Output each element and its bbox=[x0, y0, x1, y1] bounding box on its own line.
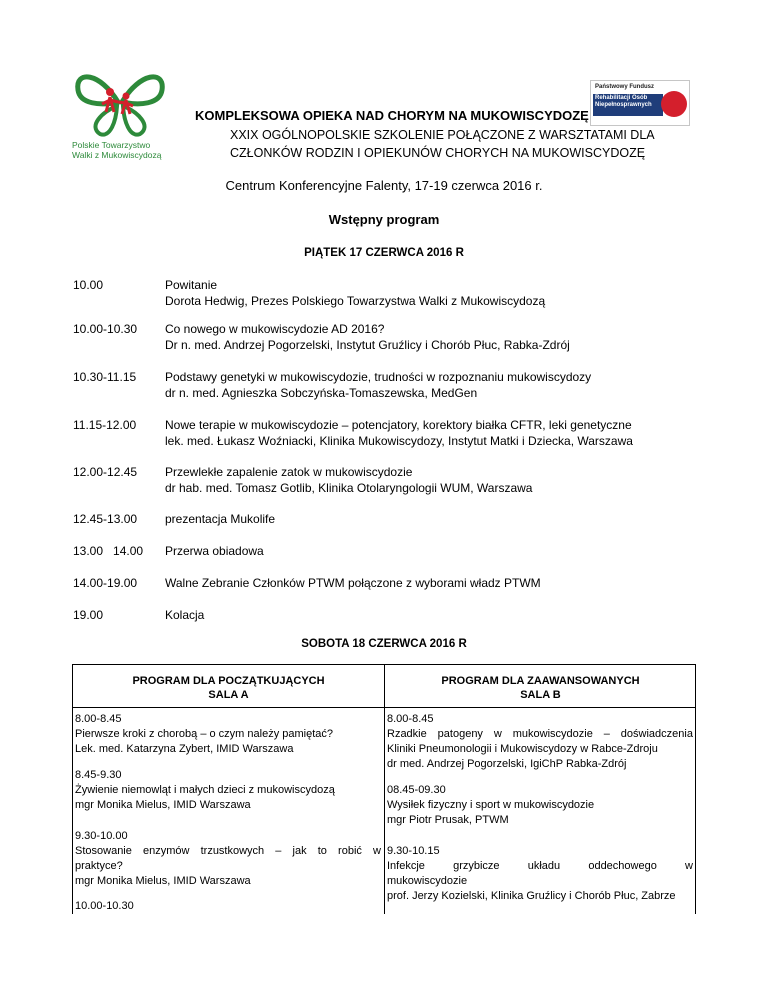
session-time: 8.45-9.30 bbox=[75, 769, 122, 781]
session-topic-cont: praktyce? bbox=[75, 860, 123, 872]
row-time: 12.45-13.00 bbox=[73, 512, 138, 526]
topic-word: Rzadkie bbox=[387, 728, 427, 740]
row-time: 11.15-12.00 bbox=[73, 418, 137, 432]
row-topic: Przerwa obiadowa bbox=[165, 544, 264, 558]
session-topic: Żywienie niemowląt i małych dzieci z mukowiscydozą bbox=[75, 784, 335, 796]
row-time: 10.00-10.30 bbox=[73, 322, 138, 336]
column-a-title: PROGRAM DLA POCZĄTKUJĄCYCH bbox=[132, 675, 325, 687]
pfron-band-line2: Niepełnosprawnych bbox=[595, 102, 652, 108]
session-topic-cont: Kliniki Pneumonologii i Mukowiscydozy w Rabce-Zdroju bbox=[387, 743, 658, 755]
row-speaker: Dorota Hedwig, Prezes Polskiego Towarzystwa Walki z Mukowiscydozą bbox=[165, 294, 546, 308]
row-time: 10.30-11.15 bbox=[73, 370, 137, 384]
row-topic: Co nowego w mukowiscydozie AD 2016? bbox=[165, 322, 385, 336]
row-topic: prezentacja Mukolife bbox=[165, 512, 276, 526]
column-a-header bbox=[73, 674, 384, 702]
saturday-program-table bbox=[72, 664, 696, 914]
logo-org-line1: Polskie Towarzystwo bbox=[72, 140, 151, 150]
session-time: 9.30-10.00 bbox=[75, 830, 128, 842]
pfron-line1: Państwowy Fundusz bbox=[595, 84, 655, 90]
row-topic: Walne Zebranie Członków PTWM połączone z wyborami władz PTWM bbox=[165, 576, 541, 590]
session-a4 bbox=[75, 899, 381, 914]
topic-word: patogeny bbox=[437, 728, 483, 740]
topic-word: – bbox=[603, 728, 610, 740]
session-topic-cont: mukowiscydozie bbox=[387, 875, 468, 887]
topic-word: układu bbox=[527, 860, 561, 872]
row-topic: Kolacja bbox=[165, 608, 205, 622]
row-speaker: Dr n. med. Andrzej Pogorzelski, Instytut Gruźlicy i Chorób Płuc, Rabka-Zdrój bbox=[165, 338, 570, 352]
document-subtitle-line1: XXIX OGÓLNOPOLSKIE SZKOLENIE POŁĄCZONE Z WARSZTATAMI DLA bbox=[230, 128, 655, 142]
topic-word: doświadczenia bbox=[620, 728, 693, 740]
session-speaker: dr med. Andrzej Pogorzelski, IgiChP Rabka-Zdrój bbox=[387, 758, 627, 770]
row-time: 13.00 14.00 bbox=[73, 544, 144, 558]
session-speaker: prof. Jerzy Kozielski, Klinika Gruźlicy i Chorób Płuc, Zabrze bbox=[387, 890, 676, 902]
session-b1 bbox=[387, 712, 693, 772]
topic-word: – bbox=[275, 845, 282, 857]
pfron-circle-icon bbox=[661, 91, 687, 117]
ptwm-logo bbox=[60, 62, 180, 162]
pfron-logo bbox=[590, 80, 690, 126]
venue-line: Centrum Konferencyjne Falenty, 17-19 czerwca 2016 r. bbox=[225, 178, 543, 193]
topic-word: w bbox=[373, 845, 381, 857]
session-time: 9.30-10.15 bbox=[387, 845, 440, 857]
topic-word: jak bbox=[292, 845, 307, 857]
session-speaker: mgr Piotr Prusak, PTWM bbox=[387, 814, 509, 826]
row-topic: Przewlekłe zapalenie zatok w mukowiscydozie bbox=[165, 465, 413, 479]
topic-word: robić bbox=[338, 845, 362, 857]
topic-word: enzymów bbox=[143, 845, 190, 857]
row-time: 19.00 bbox=[73, 608, 104, 622]
program-heading: Wstępny program bbox=[328, 212, 440, 227]
topic-word: w bbox=[685, 860, 693, 872]
pfron-band-line1: Rehabilitacji Osób bbox=[595, 95, 648, 101]
row-topic: Nowe terapie w mukowiscydozie – potencjatory, korektory białka CFTR, leki genetyczne bbox=[165, 418, 632, 432]
session-time: 8.00-8.45 bbox=[387, 713, 434, 725]
session-time: 10.00-10.30 bbox=[75, 900, 134, 912]
friday-heading: PIĄTEK 17 CZERWCA 2016 R bbox=[304, 247, 464, 259]
session-a1 bbox=[75, 712, 381, 757]
session-topic-justified bbox=[387, 859, 693, 874]
session-b3 bbox=[387, 844, 693, 904]
session-topic-justified bbox=[387, 727, 693, 742]
session-time: 08.45-09.30 bbox=[387, 784, 446, 796]
column-a-room: SALA A bbox=[208, 689, 249, 701]
row-speaker: dr hab. med. Tomasz Gotlib, Klinika Otolaryngologii WUM, Warszawa bbox=[165, 481, 533, 495]
session-a2 bbox=[75, 768, 381, 813]
topic-word: trzustkowych bbox=[200, 845, 265, 857]
pfron-band bbox=[593, 94, 663, 116]
session-speaker: mgr Monika Mielus, IMID Warszawa bbox=[75, 799, 251, 811]
row-speaker: dr n. med. Agnieszka Sobczyńska-Tomaszewska, MedGen bbox=[165, 386, 478, 400]
row-speaker: lek. med. Łukasz Woźniacki, Klinika Mukowiscydozy, Instytut Matki i Dziecka, Warszawa bbox=[165, 434, 633, 448]
topic-word: oddechowego bbox=[588, 860, 657, 872]
document-subtitle-line2: CZŁONKÓW RODZIN I OPIEKUNÓW CHORYCH NA MUKOWISCYDOZĘ bbox=[230, 146, 646, 160]
document-title: KOMPLEKSOWA OPIEKA NAD CHORYM NA MUKOWISCYDOZĘ bbox=[195, 108, 589, 123]
row-topic: Podstawy genetyki w mukowiscydozie, trudności w rozpoznaniu mukowiscydozy bbox=[165, 370, 592, 384]
logo-org-line2: Walki z Mukowiscydozą bbox=[72, 150, 162, 160]
topic-word: to bbox=[317, 845, 327, 857]
topic-word: grzybicze bbox=[453, 860, 500, 872]
row-time: 12.00-12.45 bbox=[73, 465, 138, 479]
saturday-heading: SOBOTA 18 CZERWCA 2016 R bbox=[301, 638, 467, 650]
session-b2 bbox=[387, 783, 693, 828]
butterfly-logo-icon bbox=[70, 62, 170, 140]
topic-word: Stosowanie bbox=[75, 845, 132, 857]
session-a3 bbox=[75, 829, 381, 889]
column-b-header bbox=[385, 674, 696, 702]
column-b-room: SALA B bbox=[520, 689, 561, 701]
session-speaker: mgr Monika Mielus, IMID Warszawa bbox=[75, 875, 251, 887]
session-topic: Pierwsze kroki z chorobą – o czym należy pamiętać? bbox=[75, 728, 333, 740]
session-speaker: Lek. med. Katarzyna Zybert, IMID Warszawa bbox=[75, 743, 294, 755]
topic-word: w bbox=[493, 728, 502, 740]
row-time: 14.00-19.00 bbox=[73, 576, 138, 590]
row-time: 10.00 bbox=[73, 278, 104, 292]
column-b-title: PROGRAM DLA ZAAWANSOWANYCH bbox=[441, 675, 640, 687]
topic-word: mukowiscydozie bbox=[512, 728, 593, 740]
session-time: 8.00-8.45 bbox=[75, 713, 122, 725]
session-topic-justified bbox=[75, 844, 381, 859]
row-topic: Powitanie bbox=[165, 278, 218, 292]
topic-word: Infekcje bbox=[387, 860, 425, 872]
session-topic: Wysiłek fizyczny i sport w mukowiscydozie bbox=[387, 799, 595, 811]
